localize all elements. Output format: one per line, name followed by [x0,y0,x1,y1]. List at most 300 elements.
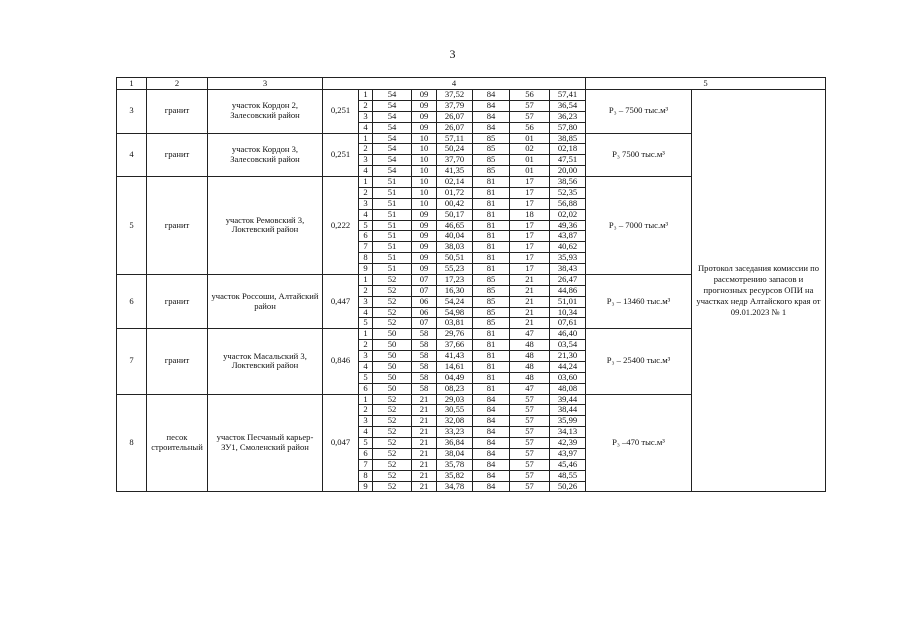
lon-degrees: 81 [473,340,510,351]
lon-seconds: 48,08 [550,383,586,394]
lat-degrees: 50 [373,351,412,362]
lat-minutes: 21 [412,438,437,449]
lat-degrees: 54 [373,144,412,155]
lon-minutes: 57 [510,405,550,416]
lat-seconds: 36,84 [437,438,473,449]
lat-minutes: 07 [412,318,437,329]
lat-minutes: 09 [412,220,437,231]
lon-seconds: 36,23 [550,111,586,122]
lon-minutes: 57 [510,438,550,449]
lat-minutes: 10 [412,187,437,198]
lon-minutes: 57 [510,100,550,111]
lon-degrees: 84 [473,427,510,438]
lon-degrees: 84 [473,122,510,133]
lon-degrees: 81 [473,372,510,383]
site-cell: участок Масальский 3, Локтевский район [208,329,323,394]
lat-degrees: 54 [373,122,412,133]
lat-minutes: 10 [412,133,437,144]
lat-degrees: 52 [373,296,412,307]
lat-seconds: 17,23 [437,274,473,285]
lon-minutes: 18 [510,209,550,220]
lon-seconds: 50,26 [550,481,586,492]
lat-seconds: 00,42 [437,198,473,209]
coordinate-row [117,90,826,101]
lat-seconds: 35,78 [437,459,473,470]
lon-minutes: 01 [510,155,550,166]
lon-minutes: 21 [510,274,550,285]
lon-degrees: 81 [473,220,510,231]
page-number: 3 [449,47,456,61]
lat-degrees: 54 [373,166,412,177]
lon-minutes: 56 [510,90,550,101]
lat-degrees: 51 [373,209,412,220]
lon-minutes: 17 [510,198,550,209]
lat-seconds: 37,52 [437,90,473,101]
lat-minutes: 09 [412,122,437,133]
lat-seconds: 30,55 [437,405,473,416]
lon-degrees: 84 [473,394,510,405]
lon-seconds: 44,24 [550,361,586,372]
lon-degrees: 84 [473,438,510,449]
lat-degrees: 54 [373,111,412,122]
lon-degrees: 84 [473,459,510,470]
lon-minutes: 57 [510,427,550,438]
point-number: 5 [359,318,373,329]
lat-degrees: 52 [373,448,412,459]
lon-seconds: 02,02 [550,209,586,220]
lon-seconds: 38,85 [550,133,586,144]
lat-minutes: 09 [412,90,437,101]
lat-degrees: 54 [373,155,412,166]
lon-seconds: 56,88 [550,198,586,209]
point-number: 2 [359,340,373,351]
point-number: 4 [359,122,373,133]
lon-degrees: 81 [473,198,510,209]
lat-degrees: 52 [373,438,412,449]
lon-minutes: 48 [510,340,550,351]
lon-seconds: 45,46 [550,459,586,470]
lat-seconds: 29,76 [437,329,473,340]
site-cell: участок Кордон 3, Залесовский район [208,133,323,177]
lon-minutes: 21 [510,285,550,296]
lat-minutes: 21 [412,405,437,416]
point-number: 2 [359,187,373,198]
lon-degrees: 81 [473,383,510,394]
lon-seconds: 57,41 [550,90,586,101]
material-cell: гранит [147,329,208,394]
lat-minutes: 09 [412,231,437,242]
lon-degrees: 85 [473,144,510,155]
point-number: 7 [359,242,373,253]
header-col-4: 4 [323,78,586,90]
lon-degrees: 81 [473,242,510,253]
point-number: 1 [359,394,373,405]
lat-degrees: 51 [373,264,412,275]
resources-cell: P₃ 7500 тыс.м³ [586,133,692,177]
point-number: 1 [359,177,373,188]
lon-seconds: 42,39 [550,438,586,449]
lat-seconds: 33,23 [437,427,473,438]
point-number: 2 [359,144,373,155]
point-number: 2 [359,100,373,111]
header-row [117,78,826,90]
lat-degrees: 51 [373,198,412,209]
lat-seconds: 01,72 [437,187,473,198]
lon-minutes: 01 [510,133,550,144]
point-number: 6 [359,383,373,394]
lon-seconds: 03,54 [550,340,586,351]
point-number: 6 [359,448,373,459]
lat-seconds: 35,82 [437,470,473,481]
lat-seconds: 50,17 [437,209,473,220]
lat-seconds: 37,79 [437,100,473,111]
lat-seconds: 14,61 [437,361,473,372]
lon-minutes: 02 [510,144,550,155]
area-cell: 0,846 [323,329,359,394]
lat-degrees: 51 [373,253,412,264]
lon-minutes: 57 [510,448,550,459]
lon-minutes: 21 [510,307,550,318]
lon-degrees: 84 [473,90,510,101]
lat-degrees: 52 [373,459,412,470]
lat-minutes: 21 [412,394,437,405]
lon-seconds: 46,40 [550,329,586,340]
lon-minutes: 48 [510,361,550,372]
lat-degrees: 52 [373,470,412,481]
lon-minutes: 17 [510,177,550,188]
point-number: 1 [359,274,373,285]
lat-seconds: 37,70 [437,155,473,166]
lat-minutes: 09 [412,253,437,264]
lat-degrees: 52 [373,307,412,318]
lon-minutes: 57 [510,111,550,122]
lon-degrees: 85 [473,296,510,307]
lon-degrees: 81 [473,329,510,340]
lat-minutes: 09 [412,111,437,122]
lat-seconds: 38,03 [437,242,473,253]
point-number: 5 [359,220,373,231]
row-number: 6 [117,274,147,328]
lon-degrees: 85 [473,285,510,296]
material-cell: гранит [147,274,208,328]
point-number: 6 [359,231,373,242]
point-number: 4 [359,361,373,372]
lat-seconds: 54,98 [437,307,473,318]
lon-degrees: 81 [473,264,510,275]
lat-minutes: 07 [412,285,437,296]
lon-degrees: 85 [473,307,510,318]
lat-degrees: 52 [373,285,412,296]
material-cell: песок строительный [147,394,208,492]
point-number: 4 [359,166,373,177]
point-number: 5 [359,438,373,449]
lon-seconds: 20,00 [550,166,586,177]
lat-degrees: 54 [373,100,412,111]
lon-seconds: 35,99 [550,416,586,427]
point-number: 5 [359,372,373,383]
row-number: 8 [117,394,147,492]
area-cell: 0,251 [323,90,359,134]
point-number: 7 [359,459,373,470]
lon-minutes: 57 [510,394,550,405]
header-col-5: 5 [586,78,826,90]
lon-seconds: 47,51 [550,155,586,166]
lat-seconds: 37,66 [437,340,473,351]
lon-degrees: 81 [473,177,510,188]
lon-seconds: 35,93 [550,253,586,264]
point-number: 4 [359,209,373,220]
site-cell: участок Песчаный карьер-ЗУ1, Смоленский район [208,394,323,492]
lat-degrees: 51 [373,242,412,253]
lon-minutes: 17 [510,264,550,275]
resources-cell: P₃ –470 тыс.м³ [586,394,692,492]
lon-degrees: 81 [473,209,510,220]
lon-seconds: 02,18 [550,144,586,155]
lon-seconds: 39,44 [550,394,586,405]
lat-degrees: 50 [373,361,412,372]
lat-seconds: 54,24 [437,296,473,307]
lon-degrees: 84 [473,470,510,481]
lon-minutes: 17 [510,231,550,242]
table-body [117,78,826,492]
resources-cell: P₃ – 7500 тыс.м³ [586,90,692,134]
lat-degrees: 52 [373,416,412,427]
lat-seconds: 46,65 [437,220,473,231]
header-col-1: 1 [117,78,147,90]
point-number: 3 [359,296,373,307]
point-number: 2 [359,405,373,416]
lon-seconds: 03,60 [550,372,586,383]
lat-seconds: 41,35 [437,166,473,177]
lon-seconds: 10,34 [550,307,586,318]
lat-minutes: 21 [412,470,437,481]
point-number: 9 [359,264,373,275]
area-cell: 0,222 [323,177,359,275]
lat-degrees: 50 [373,372,412,383]
lon-seconds: 48,55 [550,470,586,481]
lat-degrees: 52 [373,318,412,329]
point-number: 3 [359,198,373,209]
lon-degrees: 84 [473,416,510,427]
point-number: 4 [359,307,373,318]
lat-seconds: 26,07 [437,122,473,133]
lat-seconds: 08,23 [437,383,473,394]
lon-seconds: 34,13 [550,427,586,438]
lat-minutes: 09 [412,100,437,111]
lat-seconds: 26,07 [437,111,473,122]
lon-seconds: 49,36 [550,220,586,231]
lon-seconds: 51,01 [550,296,586,307]
lat-minutes: 58 [412,383,437,394]
lat-degrees: 52 [373,405,412,416]
lon-degrees: 81 [473,351,510,362]
lon-degrees: 85 [473,274,510,285]
lat-minutes: 21 [412,459,437,470]
row-number: 5 [117,177,147,275]
point-number: 3 [359,111,373,122]
point-number: 3 [359,416,373,427]
lat-seconds: 50,24 [437,144,473,155]
lat-degrees: 52 [373,427,412,438]
lat-seconds: 16,30 [437,285,473,296]
lon-degrees: 85 [473,166,510,177]
lon-seconds: 38,56 [550,177,586,188]
point-number: 9 [359,481,373,492]
site-cell: участок Россоши, Алтайский район [208,274,323,328]
lon-minutes: 01 [510,166,550,177]
lon-degrees: 81 [473,231,510,242]
lat-minutes: 07 [412,274,437,285]
lon-degrees: 85 [473,318,510,329]
lat-seconds: 55,23 [437,264,473,275]
lon-degrees: 84 [473,100,510,111]
lon-seconds: 38,44 [550,405,586,416]
lat-seconds: 38,04 [437,448,473,459]
lat-degrees: 52 [373,481,412,492]
lon-degrees: 84 [473,448,510,459]
lon-degrees: 84 [473,111,510,122]
lon-minutes: 48 [510,372,550,383]
lat-degrees: 51 [373,177,412,188]
lon-seconds: 26,47 [550,274,586,285]
lon-seconds: 43,97 [550,448,586,459]
lat-seconds: 41,43 [437,351,473,362]
lon-seconds: 36,54 [550,100,586,111]
lat-minutes: 10 [412,177,437,188]
material-cell: гранит [147,133,208,177]
lat-seconds: 32,08 [437,416,473,427]
lat-degrees: 54 [373,133,412,144]
lon-degrees: 81 [473,361,510,372]
area-cell: 0,447 [323,274,359,328]
header-col-3: 3 [208,78,323,90]
lat-degrees: 54 [373,90,412,101]
lon-seconds: 44,86 [550,285,586,296]
point-number: 1 [359,133,373,144]
lon-minutes: 17 [510,187,550,198]
lat-minutes: 09 [412,209,437,220]
lon-degrees: 81 [473,253,510,264]
lat-degrees: 52 [373,394,412,405]
lat-seconds: 57,11 [437,133,473,144]
point-number: 3 [359,351,373,362]
area-cell: 0,047 [323,394,359,492]
row-number: 3 [117,90,147,134]
lon-minutes: 57 [510,416,550,427]
lat-degrees: 51 [373,231,412,242]
lat-minutes: 21 [412,427,437,438]
lon-minutes: 21 [510,318,550,329]
lon-degrees: 84 [473,405,510,416]
point-number: 4 [359,427,373,438]
lat-minutes: 58 [412,372,437,383]
lon-seconds: 52,35 [550,187,586,198]
lat-minutes: 21 [412,481,437,492]
lat-minutes: 21 [412,416,437,427]
point-number: 1 [359,90,373,101]
lon-minutes: 56 [510,122,550,133]
lat-seconds: 02,14 [437,177,473,188]
lat-degrees: 51 [373,220,412,231]
lon-degrees: 81 [473,187,510,198]
lon-minutes: 57 [510,470,550,481]
material-cell: гранит [147,90,208,134]
lat-degrees: 52 [373,274,412,285]
lat-minutes: 58 [412,340,437,351]
lat-minutes: 10 [412,155,437,166]
lat-seconds: 04,49 [437,372,473,383]
lat-minutes: 58 [412,361,437,372]
lat-seconds: 40,04 [437,231,473,242]
point-number: 8 [359,470,373,481]
row-number: 7 [117,329,147,394]
lon-minutes: 17 [510,220,550,231]
lon-seconds: 38,43 [550,264,586,275]
deposits-table [116,77,826,492]
lon-seconds: 21,30 [550,351,586,362]
lon-seconds: 43,87 [550,231,586,242]
lon-degrees: 85 [473,155,510,166]
lon-minutes: 17 [510,242,550,253]
lat-minutes: 21 [412,448,437,459]
lat-minutes: 09 [412,242,437,253]
point-number: 3 [359,155,373,166]
lon-minutes: 57 [510,459,550,470]
lat-seconds: 50,51 [437,253,473,264]
lat-minutes: 58 [412,329,437,340]
header-col-2: 2 [147,78,208,90]
area-cell: 0,251 [323,133,359,177]
point-number: 1 [359,329,373,340]
lat-minutes: 06 [412,296,437,307]
resources-cell: P₃ – 25400 тыс.м³ [586,329,692,394]
lon-minutes: 47 [510,383,550,394]
point-number: 2 [359,285,373,296]
lon-seconds: 40,62 [550,242,586,253]
lon-degrees: 84 [473,481,510,492]
lon-minutes: 21 [510,296,550,307]
site-cell: участок Кордон 2, Залесовский район [208,90,323,134]
lat-degrees: 50 [373,383,412,394]
lat-minutes: 10 [412,166,437,177]
lat-minutes: 10 [412,198,437,209]
resources-cell: P₃ – 7000 тыс.м³ [586,177,692,275]
lon-minutes: 48 [510,351,550,362]
lat-seconds: 29,03 [437,394,473,405]
material-cell: гранит [147,177,208,275]
lat-degrees: 50 [373,329,412,340]
lon-degrees: 85 [473,133,510,144]
lon-minutes: 57 [510,481,550,492]
lat-degrees: 50 [373,340,412,351]
lat-minutes: 09 [412,264,437,275]
protocol-note: Протокол заседания комиссии по рассмотрению запасов и прогнозных ресурсов ОПИ на участках недр Алтайского края от 09.01.2023 № 1 [692,90,826,492]
lat-minutes: 06 [412,307,437,318]
lat-minutes: 58 [412,351,437,362]
lon-minutes: 47 [510,329,550,340]
resources-cell: P₃ – 13460 тыс.м³ [586,274,692,328]
lon-seconds: 57,80 [550,122,586,133]
lat-degrees: 51 [373,187,412,198]
lat-minutes: 10 [412,144,437,155]
point-number: 8 [359,253,373,264]
lat-seconds: 34,78 [437,481,473,492]
row-number: 4 [117,133,147,177]
site-cell: участок Ремовский 3, Локтевский район [208,177,323,275]
lon-minutes: 17 [510,253,550,264]
lat-seconds: 03,81 [437,318,473,329]
lon-seconds: 07,61 [550,318,586,329]
